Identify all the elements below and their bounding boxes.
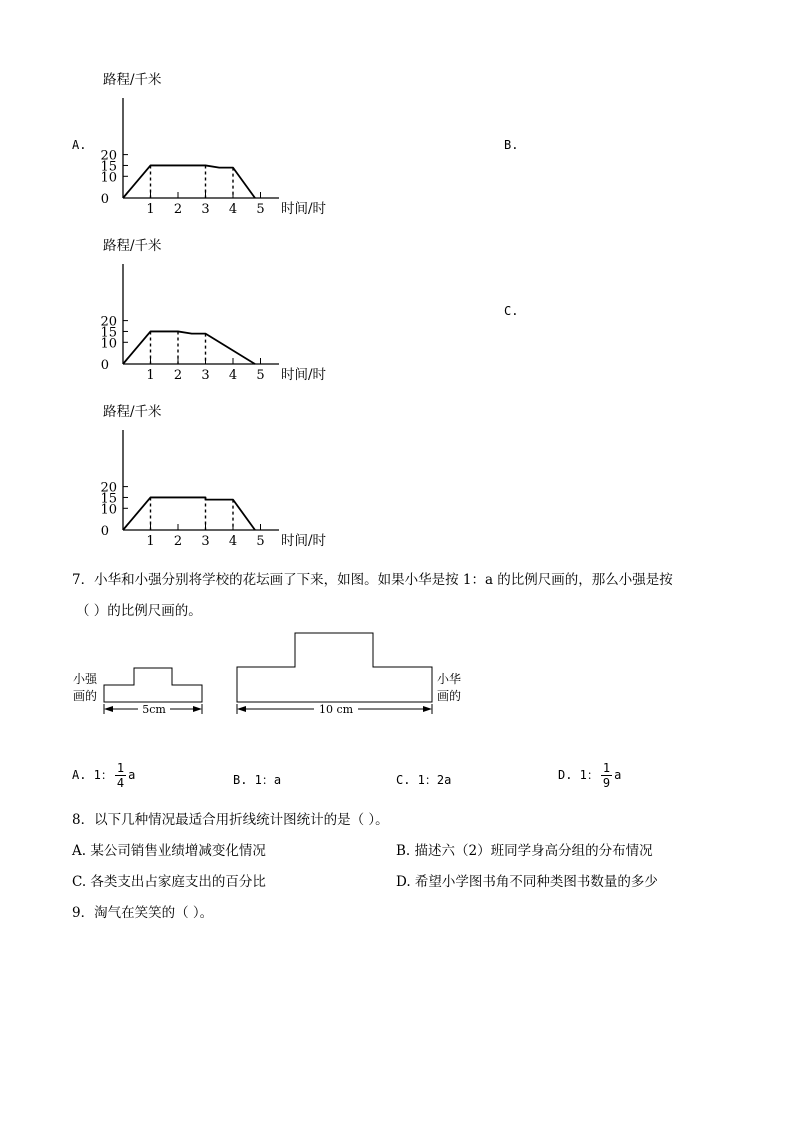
x-axis-title: 时间/时 [281,201,327,217]
origin-label: 0 [100,192,109,207]
y-tick-label: 10 [100,336,117,352]
y-tick-label: 15 [100,159,117,175]
y-tick-label: 10 [100,170,117,186]
flowerbed-figure [68,628,478,720]
q8-option-a: A. 某公司销售业绩增减变化情况 [72,843,266,859]
x-tick-label: 3 [201,534,210,549]
x-tick-label: 1 [146,534,155,549]
y-axis-title: 路程/千米 [103,72,162,88]
x-tick-label: 3 [201,368,210,383]
q8-option-c: C. 各类支出占家庭支出的百分比 [72,874,266,890]
q9-stem: 9．淘气在笑笑的（ ）。 [72,905,214,921]
q7-option-c: C. 1：2a [396,773,452,787]
large-dim-label: 10 cm [318,703,354,716]
small-label-2: 画的 [73,689,98,703]
x-axis-title: 时间/时 [281,533,327,549]
large-flowerbed-shape [237,633,432,702]
option-b-label: B. [504,138,519,152]
origin-label: 0 [100,358,109,373]
q7-option-a: A. 1： $\frac{1}{4}$ a [72,761,136,790]
x-tick-label: 2 [173,202,183,217]
option-c-label: C. [504,304,519,318]
q7-stem-line1: 7．小华和小强分别将学校的花坛画了下来，如图。如果小华是按 1：a 的比例尺画的，那么小强是按 [72,572,673,588]
x-tick-label: 3 [201,202,210,217]
q8-option-b: B. 描述六（2）班同学身高分组的分布情况 [396,843,653,859]
distance-line [123,497,255,530]
x-tick-label: 5 [256,534,265,549]
y-tick-label: 20 [100,148,117,164]
y-tick-label: 15 [100,325,117,341]
y-tick-label: 20 [100,480,117,496]
q7-option-b: B. 1：a [233,773,282,787]
x-tick-label: 2 [173,534,183,549]
x-axis-title: 时间/时 [281,367,327,383]
y-axis-title: 路程/千米 [103,238,162,254]
x-tick-label: 1 [146,202,155,217]
origin-label: 0 [100,524,109,539]
x-tick-label: 4 [228,202,238,217]
small-dim-label: 5cm [142,703,166,716]
q8-stem: 8．以下几种情况最适合用折线统计图统计的是（ ）。 [72,812,389,828]
distance-line [123,165,255,198]
option-a-label: A. [72,138,87,152]
small-label-1: 小强 [73,672,98,686]
q7-option-d: D. 1： $\frac{1}{9}$ a [558,761,622,790]
x-tick-label: 1 [146,368,155,383]
small-flowerbed-shape [104,668,202,702]
large-label-2: 画的 [437,689,462,703]
y-tick-label: 20 [100,314,117,330]
q7-stem-line2: （ ）的比例尺画的。 [76,603,202,619]
y-tick-label: 10 [100,502,117,518]
x-tick-label: 2 [173,368,183,383]
x-tick-label: 4 [228,534,238,549]
chart-c [75,402,375,552]
y-axis-title: 路程/千米 [103,404,162,420]
q8-option-d: D. 希望小学图书角不同种类图书数量的多少 [396,874,658,890]
x-tick-label: 4 [228,368,238,383]
large-label-1: 小华 [437,672,462,686]
chart-b [75,236,375,386]
chart-a [75,70,375,220]
distance-line [123,331,255,364]
y-tick-label: 15 [100,491,117,507]
x-tick-label: 5 [256,368,265,383]
x-tick-label: 5 [256,202,265,217]
